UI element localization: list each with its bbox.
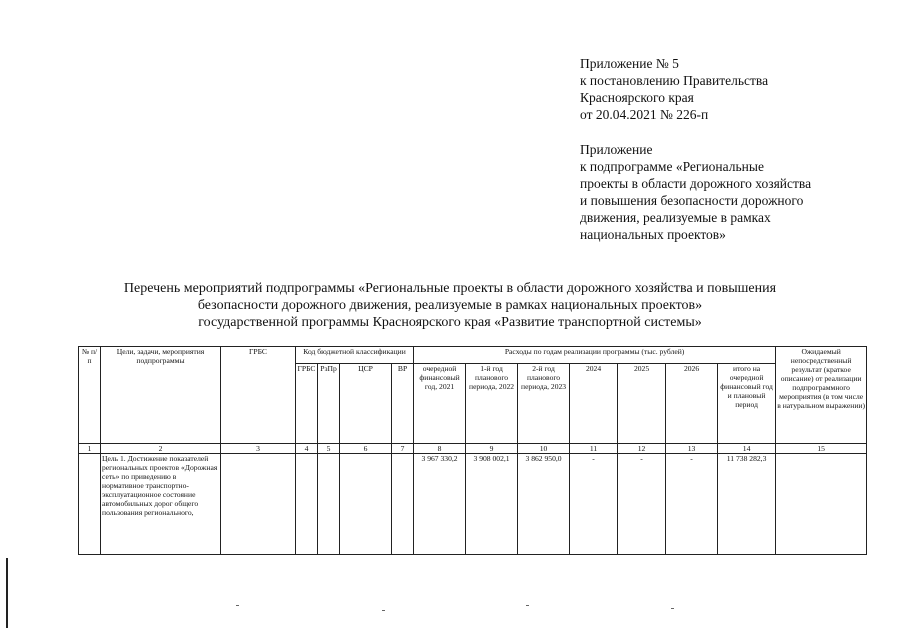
col-number: 10 xyxy=(518,444,570,454)
header-budget-code: Код бюджетной классификации xyxy=(296,347,414,364)
scan-speck xyxy=(526,605,529,606)
row-goal: Цель 1. Достижение показателей региональных проектов «Дорожная сеть» по приведению в нормативное транспортно-эксплуатационное состояние автомобильных дорог общего пользования регионального, xyxy=(101,454,221,555)
header-year-2024: 2024 xyxy=(570,364,618,444)
header-grbs: ГРБС xyxy=(221,347,296,444)
row-code-rzpr xyxy=(318,454,340,555)
col-number: 9 xyxy=(466,444,518,454)
header-year-2021: очередной финансовый год, 2021 xyxy=(414,364,466,444)
row-value-2024: - xyxy=(570,454,618,555)
subprogram-appendix-line: движения, реализуемые в рамках xyxy=(580,210,771,225)
col-number: 13 xyxy=(666,444,718,454)
header-year-2022: 1-й год планового периода, 2022 xyxy=(466,364,518,444)
row-code-vr xyxy=(392,454,414,555)
appendix-line: к постановлению Правительства xyxy=(580,73,769,88)
scan-margin-line xyxy=(6,558,8,628)
col-number: 6 xyxy=(340,444,392,454)
heading-line: государственной программы Красноярского края «Развитие транспортной системы» xyxy=(198,315,702,330)
appendix-line: Приложение № 5 xyxy=(580,56,679,71)
col-number: 2 xyxy=(101,444,221,454)
measures-table xyxy=(78,346,867,555)
heading-line: Перечень мероприятий подпрограммы «Региональные проекты в области дорожного хозяйства и повышения xyxy=(123,281,777,296)
col-number: 1 xyxy=(79,444,101,454)
table-row xyxy=(79,454,867,555)
appendix-line: от 20.04.2021 № 226-п xyxy=(580,107,709,122)
row-value-2022: 3 908 002,1 xyxy=(466,454,518,555)
appendix-line: Красноярского края xyxy=(580,90,694,105)
col-number: 15 xyxy=(776,444,867,454)
heading-line: безопасности дорожного движения, реализуемые в рамках национальных проектов» xyxy=(197,298,703,313)
subprogram-appendix-line: национальных проектов» xyxy=(580,227,726,242)
row-expected-result xyxy=(776,454,867,555)
col-number: 8 xyxy=(414,444,466,454)
row-grbs xyxy=(221,454,296,555)
header-code-vr: ВР xyxy=(392,364,414,444)
header-year-2025: 2025 xyxy=(618,364,666,444)
scan-speck xyxy=(671,608,674,609)
subprogram-appendix-line: к подпрограмме «Региональные xyxy=(580,159,764,174)
header-year-2026: 2026 xyxy=(666,364,718,444)
header-code-grbs: ГРБС xyxy=(296,364,318,444)
appendix-block xyxy=(580,55,880,243)
row-value-2026: - xyxy=(666,454,718,555)
row-value-total: 11 738 282,3 xyxy=(718,454,776,555)
col-number: 11 xyxy=(570,444,618,454)
header-code-rzpr: РзПр xyxy=(318,364,340,444)
header-num: № п/п xyxy=(79,347,101,444)
scan-speck xyxy=(382,610,385,611)
row-code-grbs xyxy=(296,454,318,555)
col-number: 3 xyxy=(221,444,296,454)
row-value-2025: - xyxy=(618,454,666,555)
subprogram-appendix-line: и повышения безопасности дорожного xyxy=(580,193,804,208)
col-number: 5 xyxy=(318,444,340,454)
column-number-row xyxy=(79,444,867,454)
subprogram-appendix-line: Приложение xyxy=(580,142,653,157)
scan-speck xyxy=(236,605,239,606)
appendix-gap xyxy=(580,123,880,141)
subprogram-appendix-line: проекты в области дорожного хозяйства xyxy=(580,176,812,191)
row-value-2021: 3 967 330,2 xyxy=(414,454,466,555)
row-num xyxy=(79,454,101,555)
col-number: 14 xyxy=(718,444,776,454)
document-heading xyxy=(60,280,840,331)
row-code-csr xyxy=(340,454,392,555)
row-value-2023: 3 862 950,0 xyxy=(518,454,570,555)
header-goals: Цели, задачи, мероприятия подпрограммы xyxy=(101,347,221,444)
col-number: 12 xyxy=(618,444,666,454)
header-expected-result: Ожидаемый непосредственный результат (краткое описание) от реализации подпрограммного мероприятия (в том числе в натуральном выражении) xyxy=(776,347,867,444)
col-number: 7 xyxy=(392,444,414,454)
header-total: итого на очередной финансовый год и плановый период xyxy=(718,364,776,444)
header-code-csr: ЦСР xyxy=(340,364,392,444)
header-expenses: Расходы по годам реализации программы (тыс. рублей) xyxy=(414,347,776,364)
header-row xyxy=(79,347,867,364)
header-year-2023: 2-й год планового периода, 2023 xyxy=(518,364,570,444)
col-number: 4 xyxy=(296,444,318,454)
